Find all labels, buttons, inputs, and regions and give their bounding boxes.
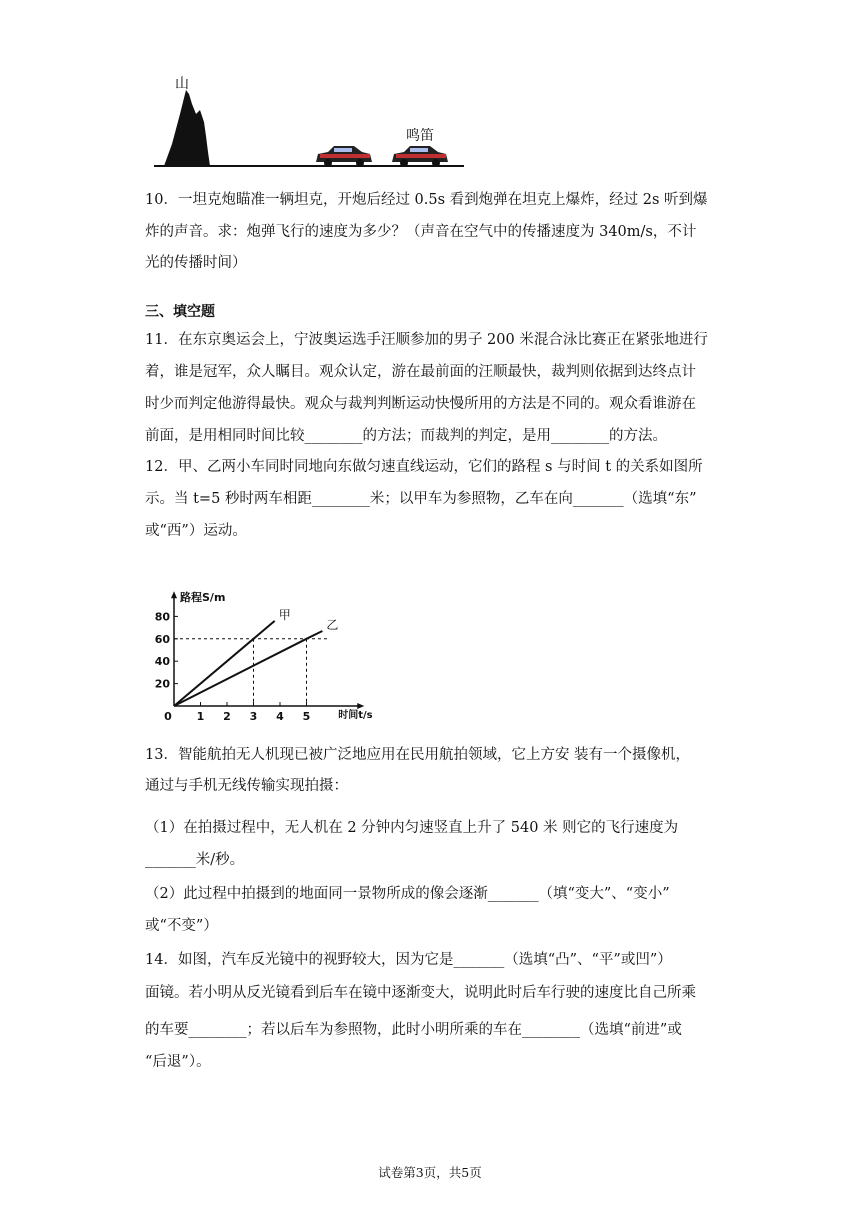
section-title: 三、填空题	[145, 304, 215, 320]
q11-line-1: 11．在东京奥运会上，宁波奥运选手汪顺参加的男子 200 米混合泳比赛正在紧张地进行	[145, 332, 708, 348]
q12-line-3: 或“西”）运动。	[145, 523, 247, 539]
q14-line-2: 面镜。若小明从反光镜看到后车在镜中逐渐变大，说明此时后车行驶的速度比自己所乘	[145, 985, 696, 1001]
y-axis-arrow	[171, 591, 177, 598]
series-label-1: 乙	[326, 617, 339, 632]
x-tick-label: 2	[223, 710, 231, 723]
q13-line-2: 通过与手机无线传输实现拍摄：	[145, 778, 348, 794]
q13-line-3: （1）在拍摄过程中，无人机在 2 分钟内匀速竖直上升了 540 米 则它的飞行速度为	[145, 820, 679, 836]
y-tick-label: 80	[154, 610, 170, 624]
x-tick-label: 4	[276, 710, 284, 723]
mountain-car-drawing	[150, 74, 470, 174]
y-tick-label: 20	[154, 677, 170, 691]
q12-line-1: 12．甲、乙两小车同时同地向东做匀速直线运动，它们的路程 s 与时间 t 的关系如图所	[145, 459, 703, 475]
q11-line-2: 着，谁是冠军，众人瞩目。观众认定，游在最前面的汪顺最快，裁判则依据到达终点计	[145, 364, 696, 380]
mountain-label: 山	[175, 76, 189, 92]
q12-line-2: 示。当 t=5 秒时两车相距________米；以甲车为参照物，乙车在向_______（选填“东”	[145, 491, 697, 507]
x-tick-label: 3	[249, 710, 258, 723]
mountain-car-figure	[150, 74, 470, 174]
x-axis-arrow	[357, 703, 364, 709]
q13-line-5: （2）此过程中拍摄到的地面同一景物所成的像会逐渐_______（填“变大”、“变小”	[145, 886, 670, 902]
page-footer: 试卷第3页，共5页	[378, 1165, 482, 1180]
q10-line-3: 光的传播时间）	[145, 255, 247, 271]
x-tick-label: 1	[196, 710, 205, 723]
q11-line-4: 前面，是用相同时间比较________的方法；而裁判的判定，是用________的方法。	[145, 428, 667, 444]
horn-label: 鸣笛	[406, 128, 434, 144]
q14-line-1: 14．如图，汽车反光镜中的视野较大，因为它是_______（选填“凸”、“平”或凹”）	[145, 952, 672, 968]
q10-line-1: 10．一坦克炮瞄准一辆坦克，开炮后经过 0.5s 看到炮弹在坦克上爆炸，经过 2s 听到爆	[145, 192, 708, 208]
q14-line-3: 的车要________；若以后车为参照物，此时小明所乘的车在________（选填“前进”或	[145, 1022, 682, 1038]
st-chart	[140, 570, 380, 730]
mountain-shape	[164, 90, 210, 166]
car-left	[316, 146, 372, 167]
car-right	[392, 146, 448, 167]
origin-label: 0	[164, 710, 172, 723]
y-tick-label: 40	[154, 655, 170, 669]
x-tick-label: 5	[302, 710, 311, 723]
y-axis-label: 路程S/m	[180, 591, 226, 605]
st-chart-svg	[140, 570, 380, 730]
q13-line-4: _______米/秒。	[145, 852, 245, 868]
q11-line-3: 时少而判定他游得最快。观众与裁判判断运动快慢所用的方法是不同的。观众看谁游在	[145, 396, 696, 412]
x-axis-label: 时间t/s	[338, 710, 373, 721]
q13-line-6: 或“不变”）	[145, 918, 218, 934]
q13-line-1: 13．智能航拍无人机现已被广泛地应用在民用航拍领域，它上方安 装有一个摄像机，	[145, 747, 691, 763]
y-tick-label: 60	[154, 632, 170, 646]
series-label-0: 甲	[278, 607, 291, 622]
q14-line-4: “后退”）。	[145, 1054, 211, 1070]
q10-line-2: 炸的声音。求：炮弹飞行的速度为多少？（声音在空气中的传播速度为 340m/s，不计	[145, 224, 697, 240]
